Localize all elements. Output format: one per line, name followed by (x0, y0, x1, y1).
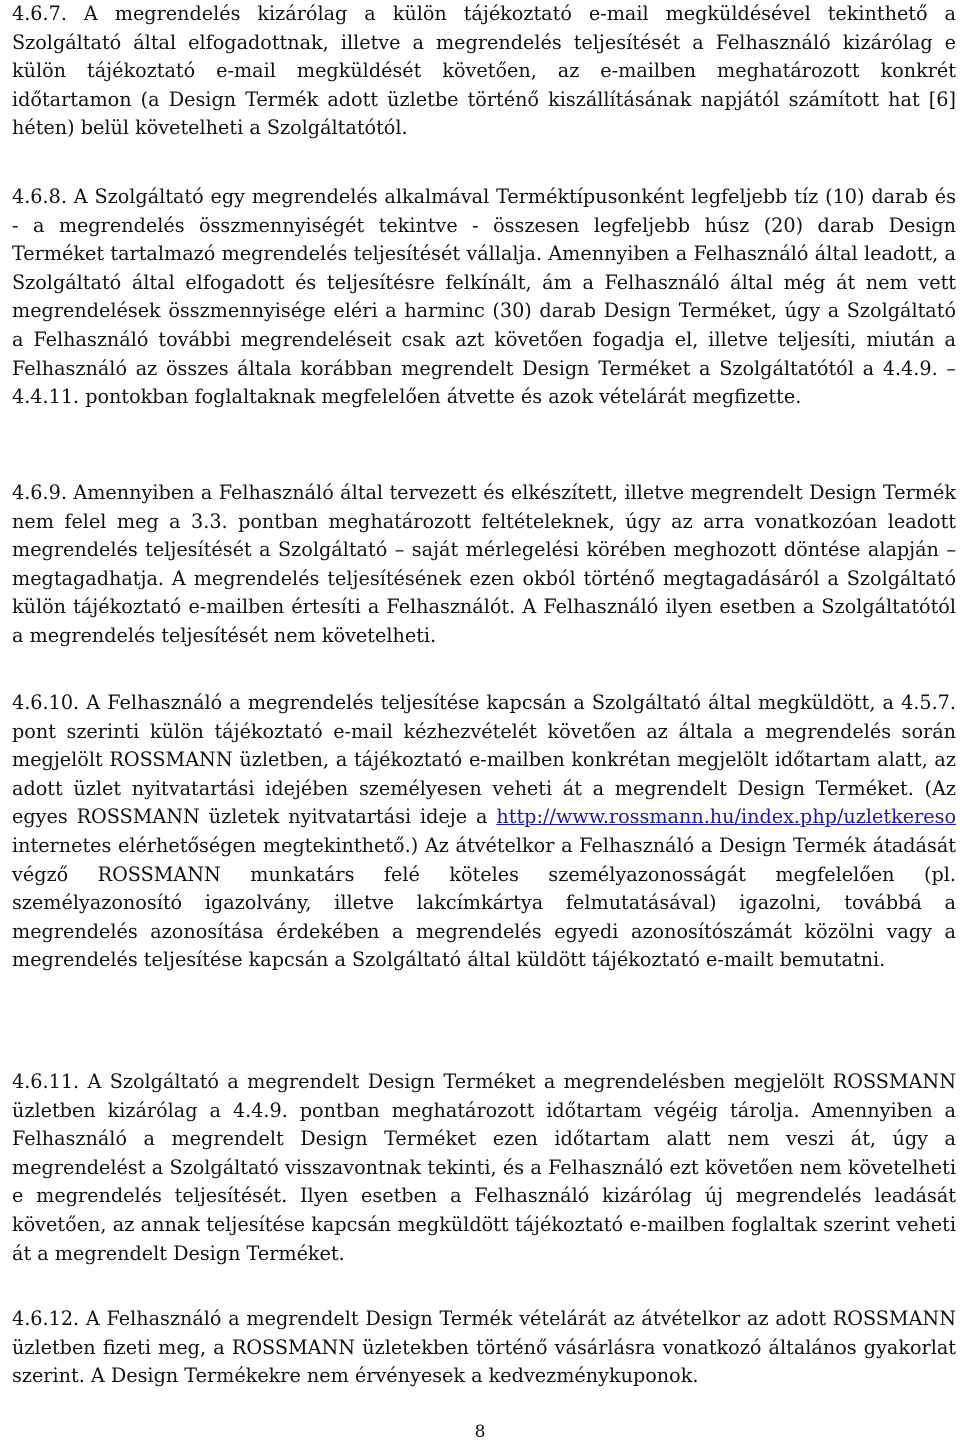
clause-4-6-10 (12, 689, 956, 975)
clause-text-after-link: internetes elérhetőségen megtekinthető.) Az átvételkor a Felhasználó a Design Termék átadását végző ROSSMANN munkatárs felé köteles személyazonosságát megfelelően (pl. személyazonosító igazolvány, illetve lakcímkártya felmutatásával) igazolni, továbbá a megrendelés azonosítása érdekében a megrendelés egyedi azonosítószámát közölni vagy a megrendelés teljesítése kapcsán a Szolgáltató által küldött tájékoztató e-mailt bemutatni. (12, 833, 956, 972)
clause-text: A megrendelés kizárólag a külön tájékoztató e-mail megküldésével tekinthető a Szolgáltató által elfogadottnak, illetve a megrendelés teljesítését a Felhasználó kizárólag e külön tájékoztató e-mail megküldését követően, az e-mailben meghatározott konkrét időtartamon (a Design Termék adott üzletbe történő kiszállításának napjától számított hat [6] héten) belül követelheti a Szolgáltatótól. (12, 2, 956, 140)
clause-text-before-link: A Felhasználó a megrendelés teljesítése kapcsán a Szolgáltató által megküldött, a 4.5.7. pont szerinti külön tájékoztató e-mail kézhezvételét követően az általa a megrendelés során megjelölt ROSSMANN üzletben, a tájékoztató e-mailben konkrétan megjelölt időtartam alatt, az adott üzlet nyitvatartási idejében személyesen veheti át a megrendelt Design Terméket. (Az egyes ROSSMANN üzletek nyitvatartási ideje a (12, 691, 956, 829)
clause-text: A Szolgáltató egy megrendelés alkalmával Terméktípusonként legfeljebb tíz (10) darab és - a megrendelés összmennyiségét tekintve - összesen legfeljebb húsz (20) darab Design Terméket tartalmazó megrendelés teljesítését vállalja. Amennyiben a Felhasználó által leadott, a Szolgáltató által elfogadott és teljesítésre felkínált, ám a Felhasználó által még át nem vett megrendelések összmennyisége eléri a harminc (30) darab Design Terméket, úgy a Szolgáltató a Felhasználó további megrendeléseit csak azt követően fogadja el, illetve teljesíti, miután a Felhasználó az összes általa korábban megrendelt Design Terméket a Szolgáltatótól a 4.4.9. – 4.4.11. pontokban foglaltaknak megfelelően átvette és azok vételárát megfizette. (12, 185, 957, 409)
clause-4-6-9 (12, 479, 956, 651)
clause-4-6-11 (12, 1068, 956, 1268)
clause-number: 4.6.8. (12, 185, 67, 208)
clause-text: Amennyiben a Felhasználó által tervezett és elkészített, illetve megrendelt Design Termék nem felel meg a 3.3. pontban meghatározott feltételeknek, úgy az arra vonatkozóan leadott megrendelés teljesítését a Szolgáltató – saját mérlegelési körében meghozott döntése alapján – megtagadhatja. A megrendelés teljesítésének ezen okból történő megtagadásáról a Szolgáltató külön tájékoztató e-mailben értesíti a Felhasználót. A Felhasználó ilyen esetben a Szolgáltatótól a megrendelés teljesítését nem követelheti. (12, 481, 956, 647)
page-number: 8 (474, 1422, 486, 1442)
store-finder-link[interactable]: http://www.rossmann.hu/index.php/uzletkereso (496, 805, 956, 829)
clause-number: 4.6.10. (12, 691, 80, 714)
clause-number: 4.6.11. (12, 1070, 80, 1093)
clause-number: 4.6.9. (12, 481, 67, 504)
clause-text: A Felhasználó a megrendelt Design Termék vételárát az átvételkor az adott ROSSMANN üzletben fizeti meg, a ROSSMANN üzletekben történő vásárlásra vonatkozó általános gyakorlat szerint. A Design Termékekre nem érvényesek a kedvezménykuponok. (12, 1307, 956, 1388)
clause-4-6-7 (12, 0, 956, 143)
clause-4-6-8 (12, 183, 956, 412)
clause-number: 4.6.7. (12, 2, 67, 25)
clause-text: A Szolgáltató a megrendelt Design Terméket a megrendelésben megjelölt ROSSMANN üzletben kizárólag a 4.4.9. pontban meghatározott időtartam végéig tárolja. Amennyiben a Felhasználó a megrendelt Design Terméket ezen időtartam alatt nem veszi át, úgy a megrendelést a Szolgáltató visszavontnak tekinti, és a Felhasználó ezt követően nem követelheti e megrendelés teljesítését. Ilyen esetben a Felhasználó kizárólag új megrendelés leadását követően, az annak teljesítése kapcsán megküldött tájékoztató e-mailben foglaltak szerint veheti át a megrendelt Design Terméket. (12, 1070, 956, 1265)
clause-number: 4.6.12. (12, 1307, 80, 1330)
clause-4-6-12 (12, 1305, 956, 1391)
